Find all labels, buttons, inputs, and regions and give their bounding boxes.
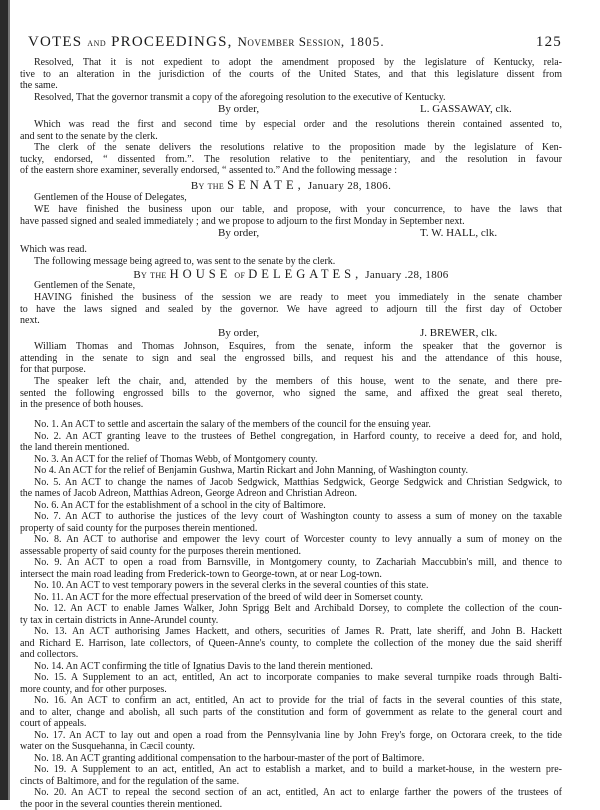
text-block-para	[20, 192, 562, 204]
text-line: Which was read the first and second time by especial order and the resolutions therein contained assented to,	[20, 119, 562, 131]
act-text-line: cincts of Baltimore, and for the regulation of the same.	[20, 776, 562, 788]
act-text-line: No. 13. An ACT authorising James Hackett, and others, securities of James R. Pratt, late sheriff, and John B. Hackett	[20, 626, 562, 638]
by-order-label: By order,	[218, 227, 259, 239]
act-list-item	[20, 626, 562, 661]
text-line: sented the following engrossed bills to the governor, who signed the same, and affixed the great seal thereto,	[20, 388, 562, 400]
heading-big: HOUSE	[170, 267, 232, 281]
act-list-item	[20, 454, 562, 466]
text-block-para	[20, 341, 562, 376]
text-line: The following message being agreed to, was sent to the senate by the clerk.	[20, 256, 562, 268]
act-text-line: water on the Susquehanna, in Cæcil county.	[20, 741, 562, 753]
heading-big2: DELEGATES,	[248, 267, 362, 281]
act-text-line: No. 19. A Supplement to an act, entitled, An act to establish a market, and to build a market-house, in the western pre-	[20, 764, 562, 776]
act-text-line: No. 15. A Supplement to an act, entitled, An act to incorporate companies to make several turnpike roads through Balti-	[20, 672, 562, 684]
message-heading	[20, 179, 562, 191]
act-text-line: and collectors.	[20, 649, 562, 661]
act-list-item	[20, 787, 562, 810]
act-list-item	[20, 465, 562, 477]
act-list-item	[20, 580, 562, 592]
text-line: and sent to the senate by the clerk.	[20, 131, 562, 143]
by-order-label: By order,	[218, 103, 259, 115]
signature-line	[20, 327, 562, 339]
header-title-proceedings: PROCEEDINGS,	[111, 34, 233, 50]
act-text-line: property of said county for the purposes therein mentioned.	[20, 523, 562, 535]
text-block-sig	[20, 327, 562, 339]
act-list-item	[20, 419, 562, 431]
act-text-line: and Richard E. Harrison, late collectors, of Queen-Anne's county, to complete the collection of the money due the said sheriff	[20, 638, 562, 650]
act-text-line: No. 11. An ACT for the more effectual preservation of the breed of wild deer in Somerset county.	[20, 592, 562, 604]
act-list-item	[20, 592, 562, 604]
header-title-and: and	[87, 35, 106, 49]
text-block-para	[20, 119, 562, 142]
act-list-item	[20, 534, 562, 557]
act-text-line: No. 14. An ACT confirming the title of Ignatius Davis to the land therein mentioned.	[20, 661, 562, 673]
text-block-para	[20, 92, 562, 104]
header-title-votes: VOTES	[28, 34, 82, 50]
act-list-item	[20, 431, 562, 454]
act-text-line: No. 20. An ACT to repeal the second section of an act, entitled, An act to enlarge farther the powers of the trustees of	[20, 787, 562, 799]
page-number: 125	[536, 34, 562, 51]
text-line: Gentlemen of the House of Delegates,	[20, 192, 562, 204]
act-text-line: No. 12. An ACT to enable James Walker, John Sprigg Belt and Archibald Dorsey, to complete the collection of the coun-	[20, 603, 562, 615]
act-text-line: the land therein mentioned.	[20, 442, 562, 454]
act-list-item	[20, 695, 562, 730]
text-line: attending in the senate to sign and seal the engrossed bills, and request his and the attendance of this house,	[20, 353, 562, 365]
act-list-item	[20, 764, 562, 787]
text-block-heading	[20, 268, 562, 280]
act-text-line: and to alter, change and abolish, all such parts of the constitution and form of government as relate to the general court and	[20, 707, 562, 719]
act-text-line: the names of Jacob Adreon, Matthias Adreon, George Adreon and Christian Adreon.	[20, 488, 562, 500]
text-line: for that purpose.	[20, 364, 562, 376]
running-header	[28, 34, 562, 50]
text-block-para	[20, 244, 562, 256]
text-block-sig	[20, 227, 562, 239]
message-heading	[20, 268, 562, 280]
clerk-signature: T. W. HALL, clk.	[420, 227, 497, 239]
act-text-line: No. 9. An ACT to open a road from Barnsville, in Montgomery county, to Zachariah Maccubbin's mill, and thence to	[20, 557, 562, 569]
act-text-line: No. 5. An ACT to change the names of Jacob Sedgwick, Matthias Sedgwick, George Sedgwick and Christian Sedgwick, to	[20, 477, 562, 489]
heading-date: January .28, 1806	[365, 269, 448, 281]
act-text-line: the poor in the several counties therein mentioned.	[20, 799, 562, 810]
act-text-line: more county, and for other purposes.	[20, 684, 562, 696]
heading-mid: of	[234, 269, 245, 281]
header-year: 1805.	[350, 34, 385, 49]
text-line: of the eastern shore examiner, severally endorsed, “ assented to.” And the following message :	[20, 165, 562, 177]
act-list-item	[20, 603, 562, 626]
text-line: Resolved, That it is not expedient to adopt the amendment proposed by the legislature of Kentucky, rela-	[20, 57, 562, 69]
text-line: have passed signed and sealed immediately ; and we propose to adjourn to the first Monday in September next.	[20, 216, 562, 228]
header-session: November Session,	[238, 34, 345, 49]
text-block-para	[20, 57, 562, 92]
by-order-label: By order,	[218, 327, 259, 339]
heading-date: January 28, 1806.	[308, 180, 391, 192]
page-binding-shadow	[8, 0, 10, 800]
act-text-line: No. 6. An ACT for the establishment of a school in the city of Baltimore.	[20, 500, 562, 512]
act-list-item	[20, 730, 562, 753]
act-text-line: No 4. An ACT for the relief of Benjamin Gushwa, Martin Rickart and John Manning, of Washington county.	[20, 465, 562, 477]
clerk-signature: J. BREWER, clk.	[420, 327, 497, 339]
act-list-item	[20, 557, 562, 580]
acts-list	[20, 419, 562, 810]
text-block-sig	[20, 103, 562, 115]
text-block-para	[20, 256, 562, 268]
text-line: Which was read.	[20, 244, 562, 256]
text-block-para	[20, 376, 562, 411]
page-binding-edge	[0, 0, 8, 800]
act-text-line: No. 10. An ACT to vest temporary powers in the several clerks in the several counties of this state.	[20, 580, 562, 592]
heading-big: SENATE,	[227, 178, 305, 192]
act-text-line: No. 7. An ACT to authorise the justices of the levy court of Washington county to assess a sum of money on the taxable	[20, 511, 562, 523]
text-block-para	[20, 204, 562, 227]
act-list-item	[20, 500, 562, 512]
act-text-line: No. 3. An ACT for the relief of Thomas Webb, of Montgomery county.	[20, 454, 562, 466]
act-text-line: court of appeals.	[20, 718, 562, 730]
text-line: HAVING finished the business of the session we are ready to meet you immediately in the senate chamber	[20, 292, 562, 304]
act-text-line: No. 1. An ACT to settle and ascertain the salary of the members of the council for the ensuing year.	[20, 419, 562, 431]
act-list-item	[20, 511, 562, 534]
text-line: William Thomas and Thomas Johnson, Esquires, from the senate, inform the speaker that the governor is	[20, 341, 562, 353]
text-line: WE have finished the business upon our table, and propose, with your concurrence, to have the laws that	[20, 204, 562, 216]
act-text-line: No. 16. An ACT to confirm an act, entitled, An act to provide for the trial of facts in the several counties of this state,	[20, 695, 562, 707]
act-text-line: No. 8. An ACT to authorise and empower the levy court of Worcester county to levy annually a sum of money on the	[20, 534, 562, 546]
text-line: Resolved, That the governor transmit a copy of the aforegoing resolution to the executive of Kentucky.	[20, 92, 562, 104]
text-line: the same.	[20, 80, 562, 92]
text-block-heading	[20, 179, 562, 191]
clerk-signature: L. GASSAWAY, clk.	[420, 103, 512, 115]
text-line: tucky, endorsed, “ dissented from.”. The resolution relative to the penitentiary, and the resolution in favour	[20, 154, 562, 166]
act-list-item	[20, 661, 562, 673]
text-block-para	[20, 280, 562, 292]
act-text-line: No. 17. An ACT to lay out and open a road from the Pennsylvania line by John Frey's forge, on Octorara creek, to the tide	[20, 730, 562, 742]
text-block-para	[20, 142, 562, 177]
text-block-para	[20, 292, 562, 327]
act-text-line: intersect the main road leading from Frederick-town to George-town, at or near Log-town.	[20, 569, 562, 581]
act-list-item	[20, 753, 562, 765]
act-text-line: ty tax in certain districts in Anne-Arundel county.	[20, 615, 562, 627]
act-list-item	[20, 672, 562, 695]
heading-pre: By the	[191, 180, 224, 192]
signature-line	[20, 227, 562, 239]
act-text-line: No. 2. An ACT granting leave to the trustees of Bethel congregation, in Harford county, to receive a deed for, and hold,	[20, 431, 562, 443]
text-line: next.	[20, 315, 562, 327]
text-line: in the presence of both houses.	[20, 399, 562, 411]
text-line: tive to an alteration in the jurisdiction of the courts of the United States, and that this legislature dissent from	[20, 69, 562, 81]
text-line: The clerk of the senate delivers the resolutions relative to the proposition made by the legislature of Ken-	[20, 142, 562, 154]
act-list-item	[20, 477, 562, 500]
text-line: to have the laws signed and sealed by the governor. We have agreed to adjourn till the first day of October	[20, 304, 562, 316]
text-line: Gentlemen of the Senate,	[20, 280, 562, 292]
heading-pre: By the	[133, 269, 166, 281]
signature-line	[20, 103, 562, 115]
act-text-line: assessable property of said county for the purposes therein mentioned.	[20, 546, 562, 558]
act-text-line: No. 18. An ACT granting additional compensation to the harbour-master of the port of Baltimore.	[20, 753, 562, 765]
text-line: The speaker left the chair, and, attended by the members of this house, went to the senate, and there pre-	[20, 376, 562, 388]
